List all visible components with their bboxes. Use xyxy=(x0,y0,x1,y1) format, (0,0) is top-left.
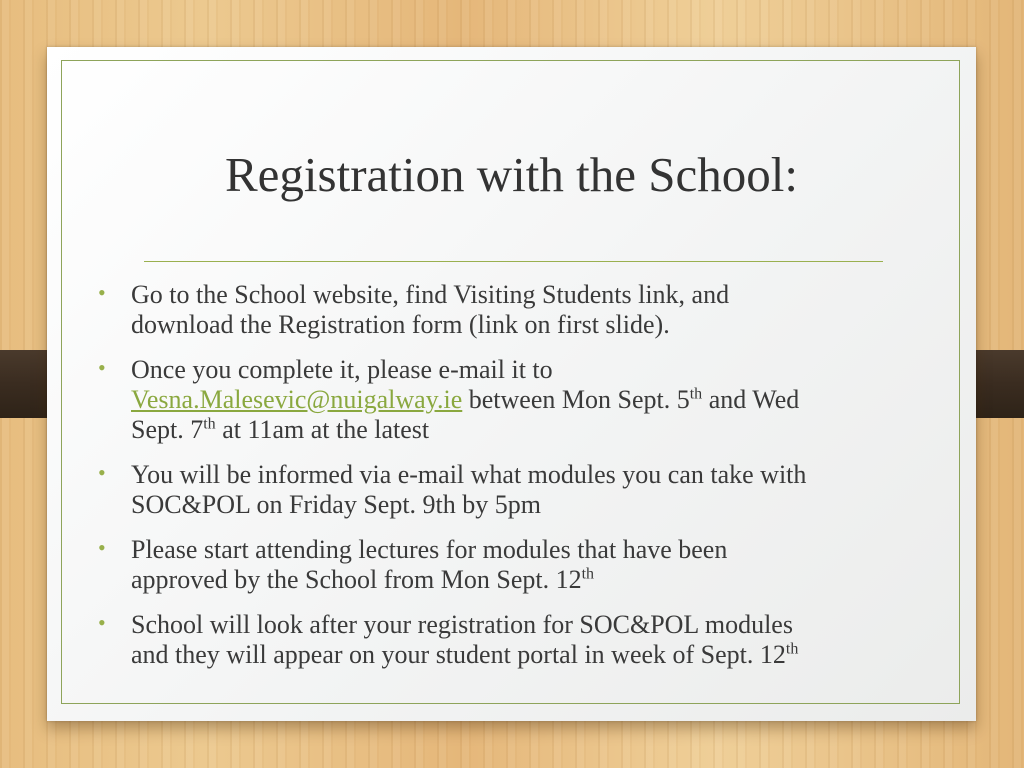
ordinal-suffix: th xyxy=(785,640,799,658)
bullet-text: You will be informed via e-mail what modules you can take with xyxy=(131,460,807,489)
bullet-dot-icon: • xyxy=(98,610,106,635)
slide-card xyxy=(47,47,976,721)
bullet-list xyxy=(98,280,898,685)
bullet-dot-icon: • xyxy=(98,460,106,485)
bullet-item xyxy=(98,610,898,670)
bullet-text: approved by the School from Mon Sept. 12 xyxy=(131,565,582,594)
title-divider xyxy=(144,261,883,262)
bullet-text: between Mon Sept. 5 xyxy=(462,385,690,414)
bullet-text: Sept. 7 xyxy=(131,415,204,444)
slide-title: Registration with the School: xyxy=(225,147,798,202)
bullet-dot-icon: • xyxy=(98,280,106,305)
bullet-item xyxy=(98,280,898,340)
bullet-text: Please start attending lectures for modules that have been xyxy=(131,535,728,564)
bullet-text: Go to the School website, find Visiting Students link, and xyxy=(131,280,730,309)
bullet-text: Once you complete it, please e-mail it to xyxy=(131,355,553,384)
bullet-text: at 11am at the latest xyxy=(215,415,430,444)
bullet-text: and they will appear on your student portal in week of Sept. 12 xyxy=(131,640,786,669)
bullet-text: download the Registration form (link on first slide). xyxy=(131,310,670,339)
email-link[interactable]: Vesna.Malesevic@nuigalway.ie xyxy=(131,385,463,414)
bullet-text: School will look after your registration for SOC&POL modules xyxy=(131,610,793,639)
bullet-item xyxy=(98,355,898,445)
bullet-item xyxy=(98,535,898,595)
ordinal-suffix: th xyxy=(581,565,595,583)
ordinal-suffix: th xyxy=(203,415,216,433)
bullet-item xyxy=(98,460,898,520)
bullet-dot-icon: • xyxy=(98,535,106,560)
bullet-text: SOC&POL on Friday Sept. 9th by 5pm xyxy=(131,490,542,519)
bullet-text: and Wed xyxy=(702,385,800,414)
bullet-dot-icon: • xyxy=(98,355,106,380)
ordinal-suffix: th xyxy=(689,385,703,403)
